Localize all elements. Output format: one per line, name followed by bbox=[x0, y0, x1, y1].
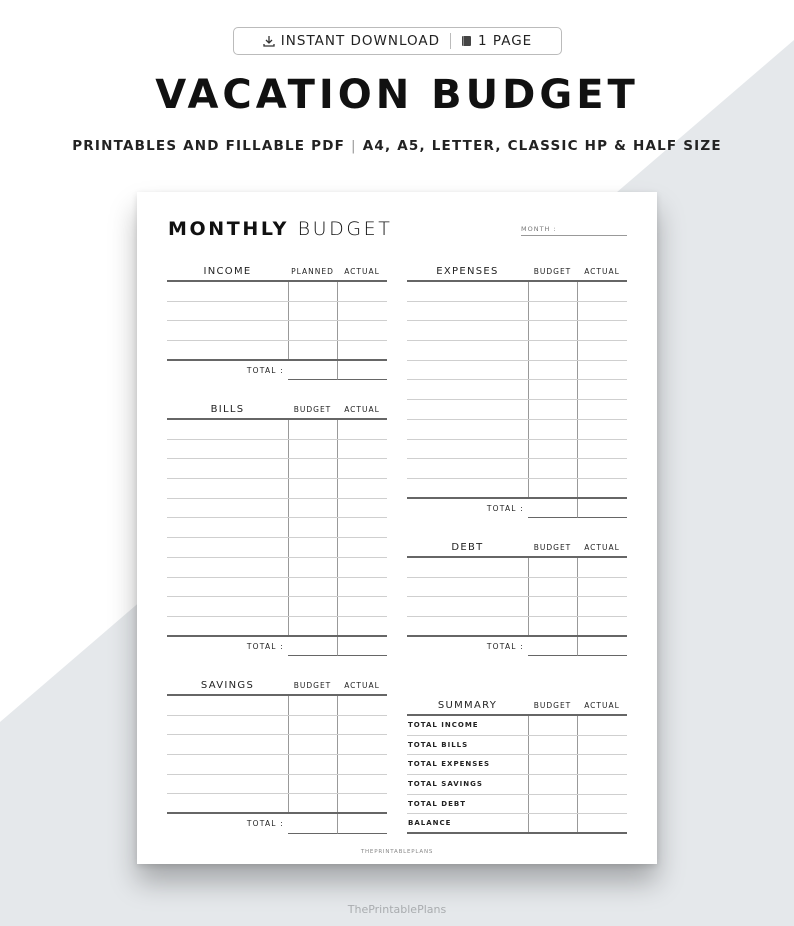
budget-cell[interactable] bbox=[288, 499, 337, 518]
planned-cell[interactable] bbox=[288, 321, 337, 340]
section-summary bbox=[407, 696, 627, 834]
section-savings bbox=[167, 676, 387, 834]
table-row bbox=[167, 341, 387, 361]
row-label-cell[interactable] bbox=[167, 420, 288, 439]
row-label-cell[interactable] bbox=[167, 440, 288, 459]
actual-cell[interactable] bbox=[337, 558, 387, 577]
section-expenses bbox=[407, 262, 627, 518]
table-row bbox=[407, 617, 627, 637]
row-label-cell[interactable] bbox=[407, 459, 528, 478]
row-label-cell[interactable] bbox=[407, 558, 528, 577]
budget-cell[interactable] bbox=[288, 440, 337, 459]
planned-cell[interactable] bbox=[288, 341, 337, 359]
planner-title-bold: MONTHLY bbox=[168, 218, 289, 240]
total-label: TOTAL : bbox=[246, 365, 284, 375]
row-label-cell[interactable] bbox=[407, 400, 528, 419]
actual-cell[interactable] bbox=[577, 578, 627, 597]
row-label-cell[interactable] bbox=[407, 440, 528, 459]
total-budget-cell[interactable] bbox=[288, 814, 337, 834]
actual-cell[interactable] bbox=[577, 302, 627, 321]
product-subtitle bbox=[0, 138, 794, 154]
table-row bbox=[407, 420, 627, 440]
section-header bbox=[407, 696, 627, 716]
row-label-cell[interactable]: BALANCE bbox=[408, 819, 452, 828]
month-field[interactable]: MONTH : bbox=[521, 225, 627, 236]
row-label-cell[interactable] bbox=[407, 321, 528, 340]
total-label: TOTAL : bbox=[486, 641, 524, 651]
total-actual-cell[interactable] bbox=[337, 814, 387, 834]
budget-cell[interactable] bbox=[528, 775, 577, 794]
total-row bbox=[167, 361, 387, 381]
row-label-cell[interactable] bbox=[407, 617, 528, 635]
actual-cell[interactable] bbox=[337, 499, 387, 518]
row-label-cell[interactable] bbox=[167, 735, 288, 754]
row-label-cell[interactable]: TOTAL DEBT bbox=[408, 799, 466, 808]
actual-cell[interactable] bbox=[577, 617, 627, 635]
planned-cell[interactable] bbox=[288, 302, 337, 321]
row-label-cell[interactable] bbox=[167, 499, 288, 518]
budget-cell[interactable] bbox=[288, 420, 337, 439]
row-label-cell[interactable] bbox=[167, 538, 288, 557]
planned-cell[interactable] bbox=[288, 282, 337, 301]
actual-cell[interactable] bbox=[337, 518, 387, 537]
section-header bbox=[167, 676, 387, 696]
table-row bbox=[407, 597, 627, 617]
table-row bbox=[167, 696, 387, 716]
planner-title-light: BUDGET bbox=[297, 218, 393, 240]
actual-cell[interactable] bbox=[577, 558, 627, 577]
actual-cell[interactable] bbox=[337, 440, 387, 459]
actual-cell[interactable] bbox=[577, 736, 627, 755]
table-row bbox=[407, 558, 627, 578]
total-budget-cell[interactable] bbox=[288, 637, 337, 657]
budget-cell[interactable] bbox=[528, 736, 577, 755]
document-icon bbox=[461, 35, 472, 47]
row-label-cell[interactable] bbox=[167, 321, 288, 340]
budget-cell[interactable] bbox=[528, 578, 577, 597]
table-row bbox=[167, 420, 387, 440]
budget-cell[interactable] bbox=[528, 755, 577, 774]
table-row bbox=[407, 479, 627, 499]
table-row bbox=[407, 400, 627, 420]
total-row bbox=[407, 637, 627, 657]
column-header-budget: BUDGET bbox=[533, 542, 572, 552]
table-row bbox=[167, 282, 387, 302]
actual-cell[interactable] bbox=[577, 380, 627, 399]
column-header-actual: ACTUAL bbox=[584, 542, 620, 552]
table-row bbox=[167, 617, 387, 637]
actual-cell[interactable] bbox=[577, 716, 627, 735]
actual-cell[interactable] bbox=[577, 321, 627, 340]
table-row bbox=[167, 716, 387, 736]
budget-cell[interactable] bbox=[288, 479, 337, 498]
budget-cell[interactable] bbox=[288, 775, 337, 794]
table-row bbox=[407, 440, 627, 460]
section-title: EXPENSES bbox=[436, 265, 499, 277]
budget-cell[interactable] bbox=[528, 795, 577, 814]
actual-cell[interactable] bbox=[337, 538, 387, 557]
row-label-cell[interactable] bbox=[407, 302, 528, 321]
column-header-actual: ACTUAL bbox=[344, 404, 380, 414]
table-row bbox=[167, 597, 387, 617]
row-label-cell[interactable]: TOTAL BILLS bbox=[408, 740, 469, 749]
actual-cell[interactable] bbox=[337, 755, 387, 774]
actual-cell[interactable] bbox=[337, 420, 387, 439]
section-title: DEBT bbox=[451, 541, 484, 553]
row-label-cell[interactable] bbox=[167, 459, 288, 478]
actual-cell[interactable] bbox=[337, 459, 387, 478]
actual-cell[interactable] bbox=[337, 321, 387, 340]
total-label: TOTAL : bbox=[246, 641, 284, 651]
budget-cell[interactable] bbox=[528, 400, 577, 419]
planner-footer: THEPRINTABLEPLANS bbox=[360, 849, 434, 855]
row-label-cell[interactable] bbox=[167, 558, 288, 577]
column-header-actual: ACTUAL bbox=[584, 266, 620, 276]
actual-cell[interactable] bbox=[577, 400, 627, 419]
budget-cell[interactable] bbox=[288, 716, 337, 735]
actual-cell[interactable] bbox=[337, 775, 387, 794]
budget-cell[interactable] bbox=[528, 617, 577, 635]
table-row bbox=[407, 736, 627, 756]
budget-cell[interactable] bbox=[528, 479, 577, 497]
row-label-cell[interactable] bbox=[407, 420, 528, 439]
subtitle-divider: | bbox=[351, 138, 357, 154]
row-label-cell[interactable] bbox=[167, 597, 288, 616]
column-header-budget: BUDGET bbox=[293, 404, 332, 414]
budget-cell[interactable] bbox=[528, 341, 577, 360]
budget-cell[interactable] bbox=[528, 716, 577, 735]
budget-cell[interactable] bbox=[288, 518, 337, 537]
actual-cell[interactable] bbox=[337, 479, 387, 498]
budget-cell[interactable] bbox=[288, 735, 337, 754]
actual-cell[interactable] bbox=[337, 617, 387, 635]
total-planned-cell[interactable] bbox=[288, 361, 337, 381]
total-actual-cell[interactable] bbox=[577, 499, 627, 519]
row-label-cell[interactable] bbox=[167, 518, 288, 537]
actual-cell[interactable] bbox=[577, 282, 627, 301]
actual-cell[interactable] bbox=[337, 302, 387, 321]
table-row bbox=[407, 321, 627, 341]
table-row bbox=[407, 755, 627, 775]
budget-cell[interactable] bbox=[288, 696, 337, 715]
column-header-actual: ACTUAL bbox=[584, 700, 620, 710]
row-label-cell[interactable] bbox=[167, 617, 288, 635]
actual-cell[interactable] bbox=[577, 459, 627, 478]
row-label-cell[interactable]: TOTAL EXPENSES bbox=[408, 760, 491, 769]
section-debt bbox=[407, 538, 627, 656]
actual-cell[interactable] bbox=[337, 696, 387, 715]
budget-cell[interactable] bbox=[288, 538, 337, 557]
brand-watermark: ThePrintablePlans bbox=[347, 903, 447, 916]
banner-divider bbox=[450, 33, 451, 49]
row-label-cell[interactable] bbox=[167, 578, 288, 597]
table-row bbox=[167, 302, 387, 322]
budget-cell[interactable] bbox=[528, 321, 577, 340]
row-label-cell[interactable]: TOTAL INCOME bbox=[408, 721, 479, 729]
section-title: SAVINGS bbox=[200, 679, 255, 691]
table-row bbox=[407, 361, 627, 381]
budget-cell[interactable] bbox=[288, 578, 337, 597]
planner-page bbox=[137, 192, 657, 864]
section-header bbox=[407, 262, 627, 282]
page-count-label: 1 PAGE bbox=[478, 33, 533, 49]
row-label-cell[interactable] bbox=[407, 597, 528, 616]
table-row bbox=[167, 479, 387, 499]
table-row bbox=[407, 775, 627, 795]
row-label-cell[interactable] bbox=[167, 302, 288, 321]
table-row bbox=[407, 578, 627, 598]
table-row bbox=[167, 775, 387, 795]
table-row bbox=[407, 380, 627, 400]
actual-cell[interactable] bbox=[337, 341, 387, 359]
column-header-budget: BUDGET bbox=[533, 700, 572, 710]
budget-cell[interactable] bbox=[528, 361, 577, 380]
product-title: VACATION BUDGET bbox=[155, 72, 639, 118]
column-header-planned: PLANNED bbox=[291, 266, 334, 276]
row-label-cell[interactable] bbox=[167, 794, 288, 812]
column-header-actual: ACTUAL bbox=[344, 266, 380, 276]
subtitle-formats: PRINTABLES AND FILLABLE PDF bbox=[72, 138, 346, 154]
budget-cell[interactable] bbox=[288, 755, 337, 774]
column-header-budget: BUDGET bbox=[293, 680, 332, 690]
row-label-cell[interactable] bbox=[167, 282, 288, 301]
section-income bbox=[167, 262, 387, 380]
download-icon bbox=[263, 35, 275, 47]
actual-cell[interactable] bbox=[577, 479, 627, 497]
row-label-cell[interactable] bbox=[407, 479, 528, 497]
table-row bbox=[407, 459, 627, 479]
row-label-cell[interactable] bbox=[407, 282, 528, 301]
row-label-cell[interactable] bbox=[167, 775, 288, 794]
budget-cell[interactable] bbox=[528, 597, 577, 616]
column-header-actual: ACTUAL bbox=[344, 680, 380, 690]
table-row bbox=[167, 518, 387, 538]
section-header bbox=[167, 262, 387, 282]
table-row bbox=[167, 794, 387, 814]
table-row bbox=[167, 321, 387, 341]
budget-cell[interactable] bbox=[528, 380, 577, 399]
total-label: TOTAL : bbox=[246, 819, 284, 829]
table-row bbox=[167, 538, 387, 558]
row-label-cell[interactable] bbox=[167, 479, 288, 498]
total-budget-cell[interactable] bbox=[528, 499, 577, 519]
actual-cell[interactable] bbox=[337, 282, 387, 301]
actual-cell[interactable] bbox=[337, 597, 387, 616]
actual-cell[interactable] bbox=[577, 775, 627, 794]
budget-cell[interactable] bbox=[288, 459, 337, 478]
section-title: BILLS bbox=[210, 403, 245, 415]
row-label-cell[interactable] bbox=[167, 696, 288, 715]
budget-cell[interactable] bbox=[288, 558, 337, 577]
budget-cell[interactable] bbox=[528, 302, 577, 321]
budget-cell[interactable] bbox=[528, 282, 577, 301]
budget-cell[interactable] bbox=[528, 440, 577, 459]
table-row bbox=[407, 716, 627, 736]
row-label-cell[interactable] bbox=[167, 341, 288, 359]
actual-cell[interactable] bbox=[337, 735, 387, 754]
total-label: TOTAL : bbox=[486, 503, 524, 513]
table-row bbox=[167, 440, 387, 460]
budget-cell[interactable] bbox=[528, 558, 577, 577]
row-label-cell[interactable] bbox=[167, 716, 288, 735]
section-header bbox=[167, 400, 387, 420]
total-actual-cell[interactable] bbox=[577, 637, 627, 657]
actual-cell[interactable] bbox=[337, 578, 387, 597]
actual-cell[interactable] bbox=[337, 794, 387, 812]
table-row bbox=[407, 341, 627, 361]
total-actual-cell[interactable] bbox=[337, 361, 387, 381]
actual-cell[interactable] bbox=[577, 420, 627, 439]
section-bills bbox=[167, 400, 387, 656]
budget-cell[interactable] bbox=[528, 814, 577, 832]
total-budget-cell[interactable] bbox=[528, 637, 577, 657]
actual-cell[interactable] bbox=[577, 795, 627, 814]
actual-cell[interactable] bbox=[577, 755, 627, 774]
actual-cell[interactable] bbox=[577, 361, 627, 380]
total-row bbox=[407, 499, 627, 519]
table-row bbox=[167, 499, 387, 519]
row-label-cell[interactable] bbox=[407, 361, 528, 380]
actual-cell[interactable] bbox=[577, 341, 627, 360]
total-row bbox=[167, 637, 387, 657]
planner-title bbox=[168, 218, 393, 240]
row-label-cell[interactable] bbox=[407, 380, 528, 399]
table-row bbox=[167, 735, 387, 755]
actual-cell[interactable] bbox=[577, 814, 627, 832]
subtitle-sizes: A4, A5, LETTER, CLASSIC HP & HALF SIZE bbox=[362, 138, 722, 154]
table-row bbox=[407, 814, 627, 834]
actual-cell[interactable] bbox=[337, 716, 387, 735]
actual-cell[interactable] bbox=[577, 597, 627, 616]
table-row bbox=[167, 459, 387, 479]
section-header bbox=[407, 538, 627, 558]
row-label-cell[interactable]: TOTAL SAVINGS bbox=[408, 780, 483, 789]
budget-cell[interactable] bbox=[288, 794, 337, 812]
table-row bbox=[167, 755, 387, 775]
column-header-budget: BUDGET bbox=[533, 266, 572, 276]
total-actual-cell[interactable] bbox=[337, 637, 387, 657]
table-row bbox=[167, 558, 387, 578]
actual-cell[interactable] bbox=[577, 440, 627, 459]
section-title: SUMMARY bbox=[437, 699, 498, 711]
row-label-cell[interactable] bbox=[167, 755, 288, 774]
budget-cell[interactable] bbox=[288, 597, 337, 616]
budget-cell[interactable] bbox=[528, 459, 577, 478]
product-info-banner bbox=[233, 27, 562, 55]
section-title: INCOME bbox=[203, 265, 252, 277]
row-label-cell[interactable] bbox=[407, 578, 528, 597]
table-row bbox=[167, 578, 387, 598]
total-row bbox=[167, 814, 387, 834]
budget-cell[interactable] bbox=[528, 420, 577, 439]
table-row bbox=[407, 795, 627, 815]
row-label-cell[interactable] bbox=[407, 341, 528, 360]
instant-download-label: INSTANT DOWNLOAD bbox=[280, 33, 441, 49]
budget-cell[interactable] bbox=[288, 617, 337, 635]
table-row bbox=[407, 282, 627, 302]
table-row bbox=[407, 302, 627, 322]
